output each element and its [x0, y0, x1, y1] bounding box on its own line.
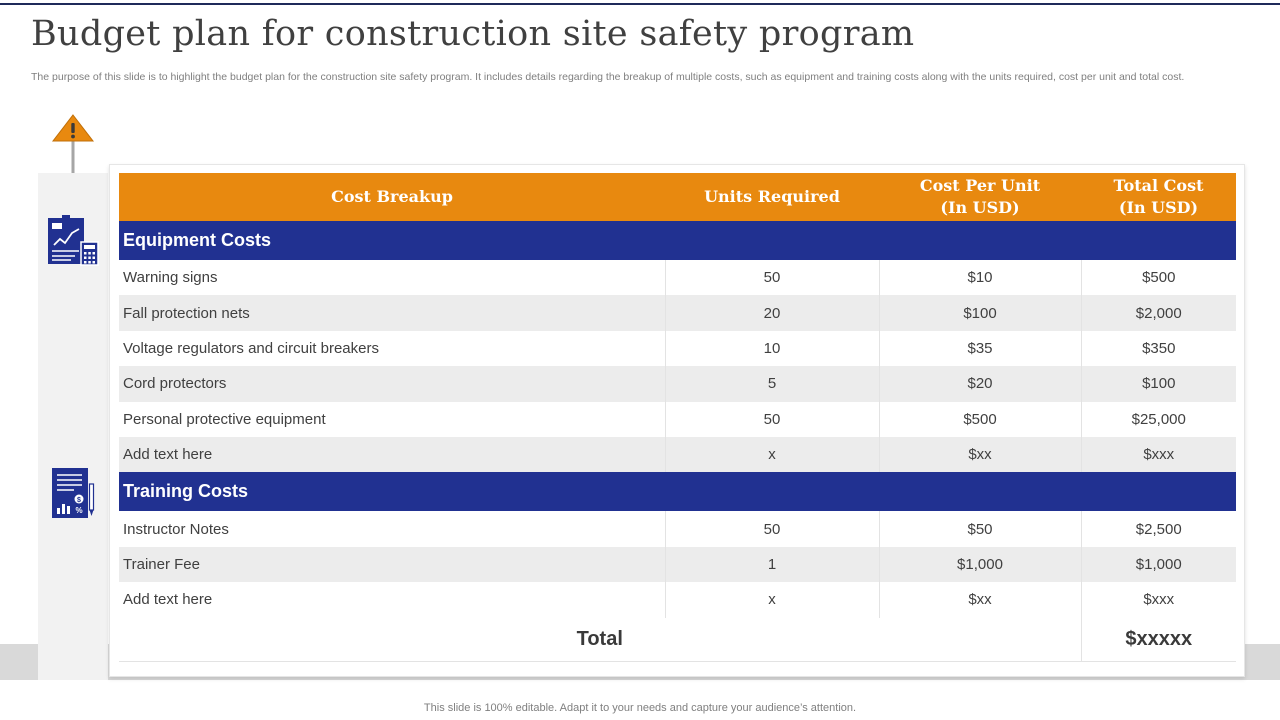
- svg-text:%: %: [75, 506, 83, 515]
- table-row: [119, 547, 1236, 582]
- item-cell: Warning signs: [119, 260, 665, 295]
- slide-title: Budget plan for construction site safety program: [31, 14, 915, 54]
- table-row: [119, 437, 1236, 472]
- item-cell: Personal protective equipment: [119, 402, 665, 437]
- section-label: Training Costs: [119, 472, 1236, 511]
- total-cost-cell: $350: [1081, 331, 1236, 366]
- total-row: [119, 618, 1236, 662]
- table-row: [119, 402, 1236, 437]
- section-row-equipment: [119, 221, 1236, 260]
- item-cell: Trainer Fee: [119, 547, 665, 582]
- table-row: [119, 260, 1236, 295]
- header-units-required: Units Required: [665, 173, 879, 221]
- cost-per-unit-cell: $500: [879, 402, 1081, 437]
- table-header-row: [119, 173, 1236, 221]
- units-cell: 50: [665, 260, 879, 295]
- header-cost-per-unit: [879, 173, 1081, 221]
- cost-per-unit-cell: $35: [879, 331, 1081, 366]
- table-row: [119, 511, 1236, 546]
- header-total-cost-line2: (In USD): [1118, 198, 1199, 217]
- units-cell: x: [665, 437, 879, 472]
- units-cell: x: [665, 582, 879, 617]
- item-cell: Cord protectors: [119, 366, 665, 401]
- item-cell: Instructor Notes: [119, 511, 665, 546]
- budget-table: [119, 173, 1236, 662]
- section-label: Equipment Costs: [119, 221, 1236, 260]
- total-cost-cell: $xxx: [1081, 437, 1236, 472]
- total-cost-cell: $100: [1081, 366, 1236, 401]
- total-cost-cell: $500: [1081, 260, 1236, 295]
- total-cost-cell: $1,000: [1081, 547, 1236, 582]
- table-row: [119, 366, 1236, 401]
- cost-per-unit-cell: $xx: [879, 582, 1081, 617]
- item-cell: Fall protection nets: [119, 295, 665, 330]
- svg-text:$: $: [77, 497, 81, 504]
- financial-report-calculator-icon: [45, 213, 101, 267]
- cost-per-unit-cell: $20: [879, 366, 1081, 401]
- warning-sign-icon: [51, 113, 95, 175]
- header-cost-per-unit-line1: Cost Per Unit: [919, 176, 1041, 195]
- cost-per-unit-cell: $100: [879, 295, 1081, 330]
- slide-footer: This slide is 100% editable. Adapt it to your needs and capture your audience’s attention.: [423, 702, 857, 714]
- header-cost-breakup: Cost Breakup: [119, 173, 665, 221]
- cost-per-unit-cell: $1,000: [879, 547, 1081, 582]
- units-cell: 50: [665, 511, 879, 546]
- cost-per-unit-cell: $xx: [879, 437, 1081, 472]
- header-total-cost-line1: Total Cost: [1113, 176, 1204, 195]
- budget-document-pen-icon: [50, 466, 96, 520]
- item-cell: Add text here: [119, 437, 665, 472]
- units-cell: 5: [665, 366, 879, 401]
- table-row: [119, 582, 1236, 617]
- total-value: $xxxxx: [1081, 618, 1236, 662]
- cost-per-unit-cell: $50: [879, 511, 1081, 546]
- section-row-training: [119, 472, 1236, 511]
- cost-per-unit-cell: $10: [879, 260, 1081, 295]
- slide-subtitle: The purpose of this slide is to highlight the budget plan for the construction site safety program. It includes details regarding the breakup of multiple costs, such as equipment and training costs along with the units required, cost per unit and total cost.: [31, 71, 1185, 83]
- units-cell: 1: [665, 547, 879, 582]
- units-cell: 20: [665, 295, 879, 330]
- header-total-cost: [1081, 173, 1236, 221]
- total-cost-cell: $xxx: [1081, 582, 1236, 617]
- total-cost-cell: $2,500: [1081, 511, 1236, 546]
- units-cell: 10: [665, 331, 879, 366]
- header-cost-per-unit-line2: (In USD): [940, 198, 1020, 217]
- total-cost-cell: $2,000: [1081, 295, 1236, 330]
- total-cost-cell: $25,000: [1081, 402, 1236, 437]
- item-cell: Voltage regulators and circuit breakers: [119, 331, 665, 366]
- total-label: Total: [119, 618, 1081, 662]
- top-rule: [0, 3, 1280, 5]
- units-cell: 50: [665, 402, 879, 437]
- table-row: [119, 295, 1236, 330]
- table-row: [119, 331, 1236, 366]
- item-cell: Add text here: [119, 582, 665, 617]
